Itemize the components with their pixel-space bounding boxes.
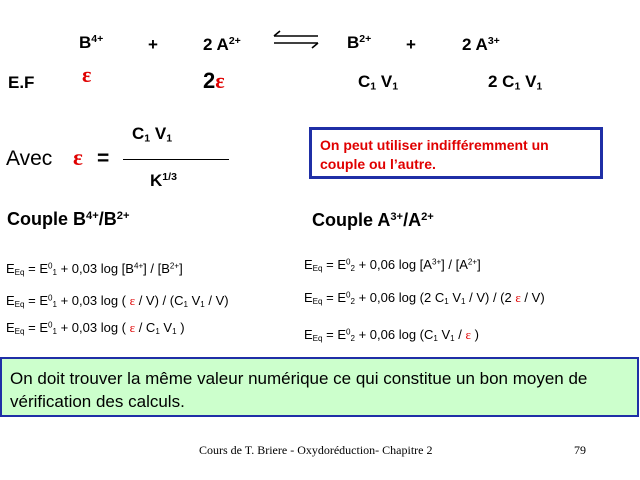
- ef-two-epsilon: 2ε: [203, 68, 225, 93]
- product-a: 2 $A^{3+}$: [462, 35, 500, 54]
- reactant-a: 2 $A^{2+}$: [203, 35, 241, 54]
- product-b: $B^{2+}$: [347, 33, 372, 52]
- ef-c1v1: $C_1$ $V_1$: [358, 72, 399, 93]
- page-number: 79: [574, 443, 586, 457]
- equals-sign: =: [97, 147, 110, 170]
- formula-right-1: $E_{Eq} = E^0_2 + 0,06$ $\log [A^{3+}] / [A^{2+}]$: [304, 257, 481, 273]
- reactant-b: $B^{4+}$: [79, 33, 104, 52]
- formula-left-1: $E_{Eq} = E^0_1 + 0,03$ $\log [B^{4+}] / [B^{2+}]$: [6, 261, 183, 277]
- avec-label: Avec: [6, 147, 53, 170]
- formula-left-2: $E_{Eq} = E^0_1 + 0,03$ log ( ε / $V) / (C_1$ $V_1 / V$): [6, 293, 229, 309]
- formula-left-3: $E_{Eq} = E^0_1 + 0,03$ log ( ε / $C_1$ $V_1$ ): [6, 320, 185, 336]
- conclusion-box: [0, 357, 639, 417]
- fraction-denominator: $K^{1/3}$: [150, 171, 177, 190]
- plus-sign: +: [406, 35, 416, 54]
- fraction-numerator: $C_1$ $V_1$: [132, 124, 173, 145]
- footer-course: Cours de T. Briere - Oxydoréduction- Chapitre 2: [199, 443, 433, 457]
- epsilon-symbol: ε: [73, 145, 83, 170]
- formula-right-3: $E_{Eq} = E^0_2 + 0,06$ $\log (C_1$ $V_1$ / ε ): [304, 327, 479, 343]
- equilibrium-arrow-icon: [270, 30, 322, 50]
- plus-sign: +: [148, 35, 158, 54]
- epsilon-symbol: ε: [82, 62, 92, 87]
- ef-label: E.F: [8, 73, 35, 92]
- fraction-bar: [123, 159, 229, 160]
- note-box: [309, 127, 603, 179]
- ef-2c1v1: 2 $C_1$ $V_1$: [488, 72, 543, 93]
- note-text: On peut utiliser indifféremment un couple ou l’autre.: [320, 137, 549, 172]
- formula-right-2: $E_{Eq} = E^0_2 + 0,06$ log (2 $C_1$ $V_1 / V) / (2$ ε / V): [304, 290, 545, 306]
- couple-a-heading: Couple $A^{3+}/A^{2+}$: [312, 210, 434, 230]
- couple-b-heading: Couple $B^{4+}/B^{2+}$: [7, 209, 130, 229]
- conclusion-text: On doit trouver la même valeur numérique ce qui constitue un bon moyen de vérification des calculs.: [10, 369, 588, 411]
